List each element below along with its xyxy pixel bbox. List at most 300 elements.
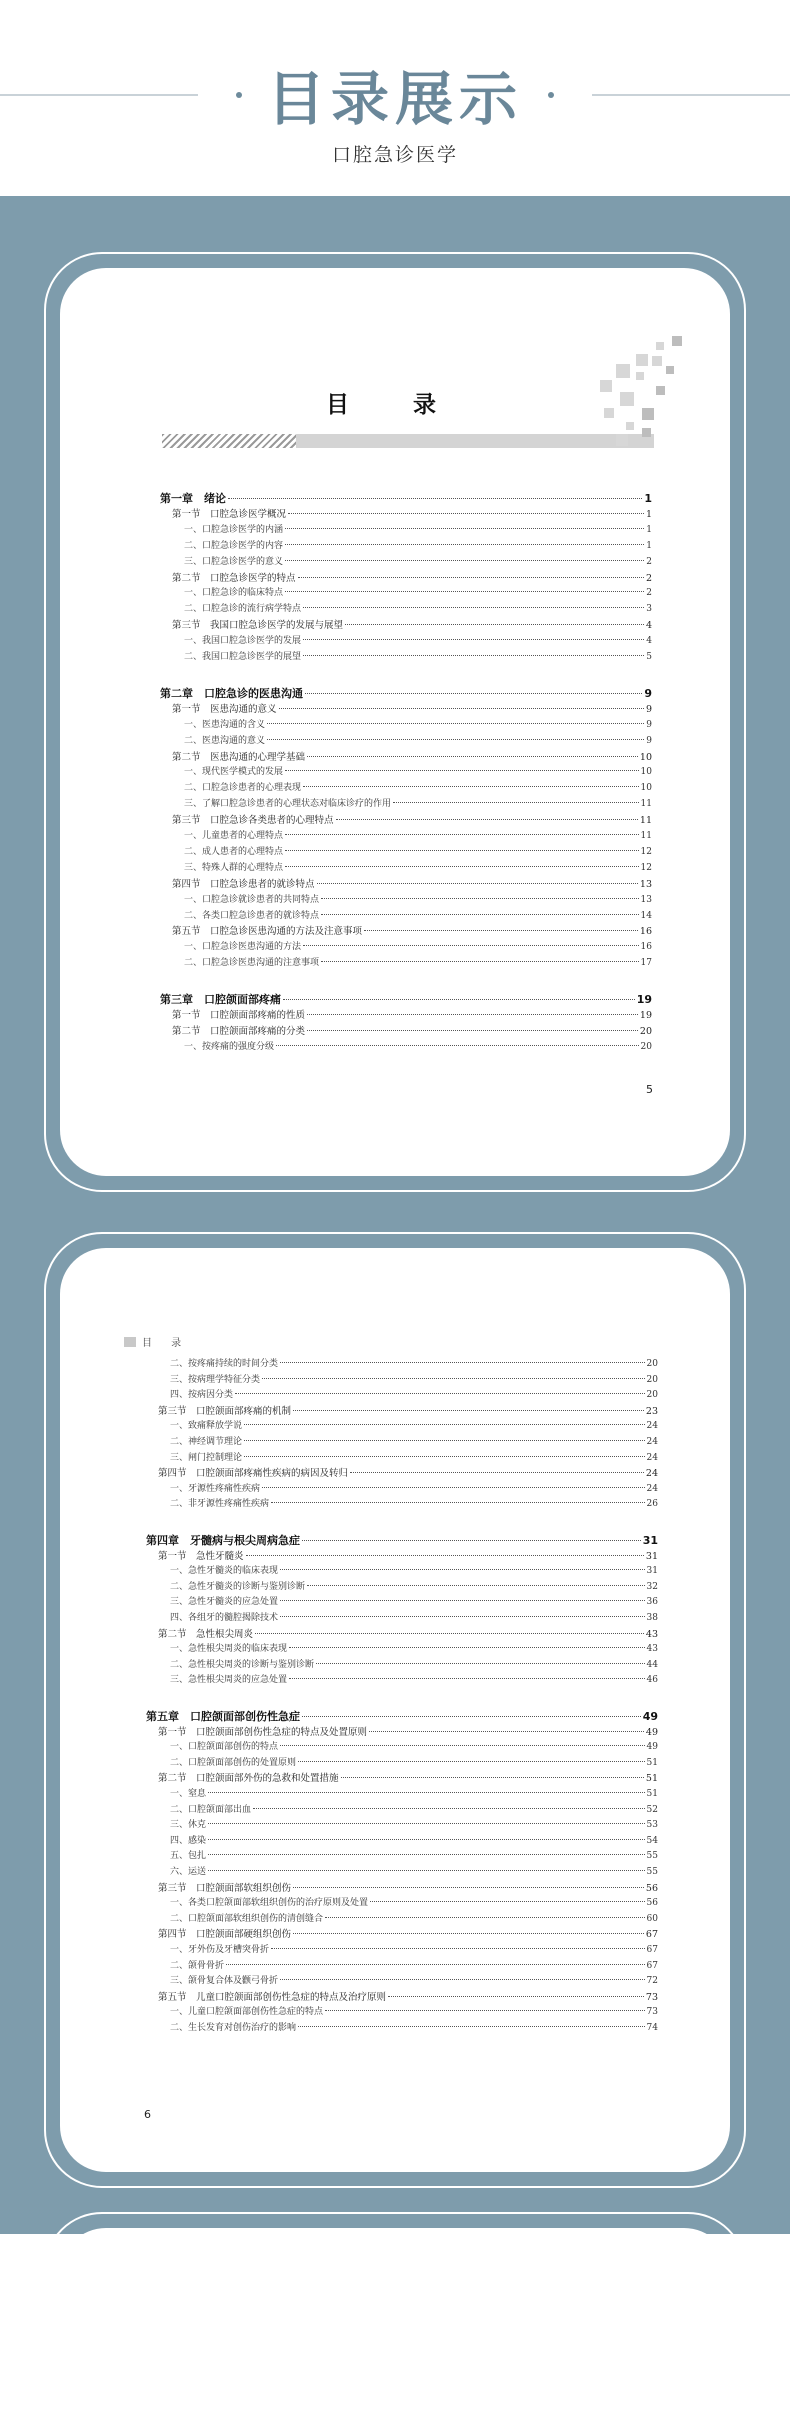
dot-leader bbox=[293, 1933, 644, 1934]
toc-entry-page: 17 bbox=[640, 958, 652, 969]
dot-leader bbox=[303, 945, 639, 946]
dot-leader bbox=[369, 1731, 644, 1732]
toc-entry-page: 51 bbox=[645, 1773, 658, 1785]
toc-entry-title: 一、致痛释放学说 bbox=[170, 1421, 243, 1432]
dot-leader bbox=[255, 1633, 644, 1634]
toc-entry-title: 第五节 口腔急诊医患沟通的方法及注意事项 bbox=[172, 926, 363, 938]
toc-entry-title: 一、儿童患者的心理特点 bbox=[184, 831, 284, 841]
toc-entry-page: 11 bbox=[639, 815, 652, 827]
toc-entry-title: 二、成人患者的心理特点 bbox=[184, 846, 284, 857]
toc-entry-title: 二、口腔颌面部软组织创伤的清创缝合 bbox=[170, 1913, 324, 1924]
toc-item-row bbox=[170, 1911, 658, 1924]
dot-leader bbox=[302, 1540, 641, 1541]
toc-entry-title: 三、颌骨复合体及颧弓骨折 bbox=[170, 1976, 279, 1987]
toc-entry-title: 六、运送 bbox=[170, 1867, 207, 1877]
toc-entry-title: 一、医患沟通的含义 bbox=[184, 719, 266, 730]
toc-page-3 bbox=[60, 2228, 730, 2428]
header-subtitle: 口腔急诊医学 bbox=[331, 144, 458, 166]
toc-section-row bbox=[158, 1926, 658, 1940]
toc-item-row bbox=[170, 2004, 658, 2017]
dot-leader bbox=[316, 1663, 645, 1664]
decorative-square bbox=[636, 372, 644, 380]
toc-item-row bbox=[170, 1481, 658, 1494]
toc-entry-page: 12 bbox=[640, 862, 652, 873]
toc-entry-title: 二、神经调节理论 bbox=[170, 1437, 243, 1447]
dot-leader bbox=[302, 1716, 641, 1717]
dot-leader bbox=[325, 1917, 645, 1918]
toc-item-row bbox=[170, 1418, 658, 1431]
toc-entry-page: 2 bbox=[646, 556, 652, 567]
toc-entry-page: 55 bbox=[646, 1867, 658, 1877]
toc-item-row bbox=[170, 1958, 658, 1971]
toc-entry-title: 第五章 口腔颌面部创伤性急症 bbox=[146, 1710, 300, 1723]
dot-leader bbox=[226, 1964, 645, 1965]
toc-section-row bbox=[158, 1465, 658, 1479]
page-number: 6 bbox=[144, 2108, 151, 2121]
dot-leader bbox=[280, 1569, 645, 1570]
toc-entry-page: 56 bbox=[645, 1882, 658, 1894]
toc-entry-page: 3 bbox=[646, 604, 652, 615]
dot-leader bbox=[288, 513, 644, 514]
toc-entry-page: 14 bbox=[640, 910, 652, 921]
toc-entry-page: 24 bbox=[646, 1437, 658, 1447]
toc-entry-title: 第二章 口腔急诊的医患沟通 bbox=[160, 686, 303, 700]
toc-item-row bbox=[170, 1594, 658, 1607]
toc-section-row bbox=[158, 1403, 658, 1417]
toc-entry-page: 10 bbox=[639, 751, 652, 763]
toc-section-row bbox=[172, 701, 652, 715]
toc-item-row bbox=[170, 1802, 658, 1815]
decorative-square bbox=[642, 408, 654, 420]
toc-item-row bbox=[184, 844, 652, 857]
dot-leader bbox=[279, 708, 644, 709]
dot-leader bbox=[321, 961, 639, 962]
decorative-square bbox=[656, 342, 664, 350]
dot-leader bbox=[262, 1378, 645, 1379]
toc-section-row bbox=[172, 876, 652, 890]
toc-entry-title: 一、各类口腔颌面部软组织创伤的治疗原则及处置 bbox=[170, 1898, 369, 1909]
dot-leader bbox=[303, 607, 644, 608]
toc-entry-page: 43 bbox=[646, 1644, 658, 1655]
toc-entry-title: 二、急性牙髓炎的诊断与鉴别诊断 bbox=[170, 1581, 306, 1592]
toc-entry-page: 38 bbox=[646, 1613, 658, 1623]
toc-entry-title: 第四章 牙髓病与根尖周病急症 bbox=[146, 1534, 300, 1547]
toc-entry-page: 1 bbox=[646, 524, 652, 535]
dot-leader bbox=[235, 1393, 645, 1394]
toc-entry-page: 55 bbox=[646, 1851, 658, 1862]
dot-leader bbox=[285, 850, 639, 851]
dot-leader bbox=[244, 1440, 645, 1441]
toc-entry-title: 一、牙源性疼痛性疾病 bbox=[170, 1483, 261, 1494]
dot-leader bbox=[208, 1870, 645, 1871]
toc-entry-page: 20 bbox=[646, 1390, 658, 1401]
toc-chapter-row bbox=[160, 991, 652, 1007]
dot-leader bbox=[267, 739, 644, 740]
toc-page-2 bbox=[60, 1248, 730, 2172]
toc-entry-page: 53 bbox=[646, 1820, 658, 1831]
toc-entry-title: 二、口腔急诊患者的心理表现 bbox=[184, 783, 302, 794]
dot-leader bbox=[228, 498, 642, 499]
toc-item-row bbox=[170, 1563, 658, 1576]
toc-entry-page: 51 bbox=[646, 1789, 658, 1799]
dot-leader bbox=[285, 866, 639, 867]
page-number: 5 bbox=[646, 1083, 653, 1096]
toc-entry-page: 26 bbox=[646, 1499, 658, 1510]
toc-section-row bbox=[172, 570, 652, 584]
decorative-square bbox=[604, 408, 614, 418]
toc-entry-title: 二、口腔颌面部出血 bbox=[170, 1804, 252, 1815]
toc-entry-page: 5 bbox=[646, 652, 652, 662]
toc-entry-page: 72 bbox=[646, 1976, 658, 1987]
toc-item-row bbox=[184, 828, 652, 841]
toc-entry-title: 一、口腔急诊的临床特点 bbox=[184, 588, 284, 599]
header-title: 目录展示 bbox=[266, 65, 523, 133]
toc-entry-title: 四、按病因分类 bbox=[170, 1390, 234, 1401]
toc-entry-page: 49 bbox=[642, 1710, 658, 1723]
toc-entry-title: 第四节 口腔颌面部疼痛性疾病的病因及转归 bbox=[158, 1468, 349, 1480]
dot-leader bbox=[307, 1014, 638, 1015]
toc-entry-page: 24 bbox=[646, 1483, 658, 1494]
toc-entry-page: 1 bbox=[645, 508, 652, 520]
toc-item-row bbox=[170, 1817, 658, 1830]
toc-chapter-row bbox=[160, 490, 652, 506]
toc-entry-page: 31 bbox=[645, 1550, 658, 1562]
toc-entry-title: 第二节 口腔急诊医学的特点 bbox=[172, 572, 296, 584]
dot-leader bbox=[289, 1678, 645, 1679]
dot-leader bbox=[244, 1456, 645, 1457]
toc-entry-title: 三、急性根尖周炎的应急处置 bbox=[170, 1675, 288, 1686]
running-head-marker bbox=[124, 1337, 136, 1347]
toc-item-row bbox=[170, 1942, 658, 1955]
toc-entry-page: 4 bbox=[645, 620, 652, 632]
toc-item-row bbox=[170, 1848, 658, 1861]
toc-entry-page: 74 bbox=[646, 2023, 658, 2033]
dot-leader bbox=[208, 1792, 645, 1793]
toc-entry-title: 第三章 口腔颌面部疼痛 bbox=[160, 993, 281, 1007]
toc-item-row bbox=[184, 908, 652, 921]
toc-entry-title: 第五节 儿童口腔颌面部创伤性急症的特点及治疗原则 bbox=[158, 1991, 387, 2003]
toc-entry-page: 1 bbox=[646, 540, 652, 551]
toc-entry-page: 9 bbox=[644, 686, 652, 700]
toc-entry-page: 23 bbox=[645, 1405, 658, 1417]
toc-entry-title: 二、口腔急诊医学的内容 bbox=[184, 540, 284, 551]
header-rule-right bbox=[592, 94, 790, 96]
toc-entry-title: 第三节 口腔急诊各类患者的心理特点 bbox=[172, 815, 334, 827]
toc-entry-title: 二、按疼痛持续的时间分类 bbox=[170, 1359, 279, 1369]
toc-entry-page: 24 bbox=[645, 1468, 658, 1480]
toc-section-row bbox=[158, 1626, 658, 1640]
toc-entry-page: 11 bbox=[640, 799, 652, 810]
toc-page-1 bbox=[60, 268, 730, 1176]
dot-leader bbox=[267, 723, 644, 724]
toc-item-row bbox=[184, 1039, 652, 1052]
toc-entry-page: 19 bbox=[639, 1010, 652, 1021]
dot-leader bbox=[321, 914, 639, 915]
toc-entry-title: 一、按疼痛的强度分级 bbox=[184, 1041, 275, 1052]
toc-entry-title: 第二节 口腔颌面部疼痛的分类 bbox=[172, 1025, 306, 1037]
toc-section-row bbox=[158, 1989, 658, 2003]
dot-leader bbox=[208, 1854, 645, 1855]
toc-section-row bbox=[158, 1724, 658, 1738]
toc-entry-page: 9 bbox=[646, 719, 652, 730]
decorative-square bbox=[656, 386, 665, 395]
toc-entry-title: 第一节 急性牙髓炎 bbox=[158, 1550, 244, 1562]
decorative-square bbox=[672, 336, 682, 346]
toc-entry-page: 10 bbox=[640, 783, 652, 794]
dot-leader bbox=[285, 560, 644, 561]
decorative-square bbox=[626, 422, 634, 430]
toc-section-row bbox=[172, 617, 652, 631]
toc-item-row bbox=[184, 633, 652, 646]
dot-leader bbox=[317, 883, 638, 884]
toc-section-row bbox=[172, 812, 652, 826]
toc-chapter-row bbox=[160, 685, 652, 701]
toc-entry-title: 三、了解口腔急诊患者的心理状态对临床诊疗的作用 bbox=[184, 799, 392, 810]
toc-entry-page: 73 bbox=[646, 2007, 658, 2018]
toc-entry-title: 二、生长发育对创伤治疗的影响 bbox=[170, 2023, 297, 2033]
toc-entry-page: 36 bbox=[646, 1597, 658, 1608]
toc-section-row bbox=[172, 749, 652, 763]
toc-title: 目 录 bbox=[325, 391, 464, 418]
dot-leader bbox=[276, 1045, 639, 1046]
toc-entry-title: 一、窒息 bbox=[170, 1789, 207, 1799]
toc-entry-page: 44 bbox=[646, 1659, 658, 1670]
decorative-square bbox=[616, 364, 630, 378]
toc-entry-page: 11 bbox=[640, 831, 652, 841]
toc-entry-title: 第三节 口腔颌面部软组织创伤 bbox=[158, 1882, 292, 1894]
toc-item-row bbox=[170, 1372, 658, 1385]
toc-entry-title: 第一节 口腔颌面部创伤性急症的特点及处置原则 bbox=[158, 1726, 368, 1738]
toc-item-row bbox=[184, 764, 652, 777]
toc-item-row bbox=[170, 1387, 658, 1400]
toc-entry-page: 52 bbox=[646, 1804, 658, 1815]
toc-entry-title: 一、现代医学模式的发展 bbox=[184, 767, 284, 778]
toc-item-row bbox=[184, 796, 652, 809]
toc-entry-page: 60 bbox=[646, 1913, 658, 1924]
toc-item-row bbox=[170, 1610, 658, 1623]
toc-item-row bbox=[170, 1864, 658, 1877]
toc-entry-title: 第二节 急性根尖周炎 bbox=[158, 1628, 254, 1640]
toc-entry-title: 三、特殊人群的心理特点 bbox=[184, 862, 284, 873]
page-header bbox=[0, 0, 790, 196]
toc-entry-page: 20 bbox=[639, 1025, 652, 1037]
dot-leader bbox=[280, 1600, 645, 1601]
toc-entry-page: 24 bbox=[646, 1452, 658, 1463]
toc-section-row bbox=[158, 1770, 658, 1784]
dot-leader bbox=[208, 1823, 645, 1824]
toc-entry-title: 四、各组牙的髓腔揭除技术 bbox=[170, 1613, 279, 1623]
toc-entry-title: 三、休克 bbox=[170, 1820, 207, 1831]
toc-entry-page: 1 bbox=[644, 492, 652, 505]
toc-entry-title: 一、我国口腔急诊医学的发展 bbox=[184, 636, 302, 647]
toc-entry-page: 10 bbox=[640, 767, 652, 778]
toc-item-row bbox=[170, 1973, 658, 1986]
dot-leader bbox=[336, 819, 638, 820]
toc-entry-title: 一、口腔急诊就诊患者的共同特点 bbox=[184, 894, 320, 905]
toc-entry-page: 73 bbox=[645, 1991, 658, 2003]
dot-leader bbox=[298, 577, 644, 578]
toc-item-row bbox=[184, 649, 652, 662]
toc-item-row bbox=[170, 1496, 658, 1509]
toc-entry-title: 第三节 口腔颌面部疼痛的机制 bbox=[158, 1405, 292, 1417]
toc-entry-page: 56 bbox=[646, 1898, 658, 1909]
toc-entry-page: 51 bbox=[646, 1757, 658, 1768]
dot-leader bbox=[280, 1979, 645, 1980]
toc-entry-page: 32 bbox=[646, 1581, 658, 1592]
dot-leader bbox=[303, 655, 644, 656]
dot-leader bbox=[285, 834, 639, 835]
decorative-square bbox=[636, 354, 648, 366]
toc-item-row bbox=[170, 2020, 658, 2033]
toc-entry-title: 第一章 绪论 bbox=[160, 492, 226, 505]
toc-entry-page: 12 bbox=[640, 846, 652, 857]
toc-entry-page: 46 bbox=[646, 1675, 658, 1686]
toc-entry-title: 二、我国口腔急诊医学的展望 bbox=[184, 652, 302, 662]
toc-item-row bbox=[170, 1833, 658, 1846]
dot-leader bbox=[298, 2026, 645, 2027]
toc-chapter-row bbox=[146, 1708, 658, 1724]
toc-entry-page: 16 bbox=[640, 942, 652, 953]
toc-item-row bbox=[184, 892, 652, 905]
dot-leader bbox=[285, 544, 644, 545]
dot-leader bbox=[388, 1996, 644, 1997]
toc-section-row bbox=[172, 1007, 652, 1021]
toc-item-row bbox=[170, 1579, 658, 1592]
dot-leader bbox=[289, 1647, 645, 1648]
toc-entry-page: 31 bbox=[642, 1534, 658, 1547]
toc-entry-title: 五、包扎 bbox=[170, 1851, 207, 1862]
toc-item-row bbox=[184, 733, 652, 746]
toc-item-row bbox=[170, 1434, 658, 1447]
toc-entry-page: 13 bbox=[639, 878, 652, 890]
toc-item-row bbox=[184, 585, 652, 598]
toc-section-row bbox=[158, 1880, 658, 1894]
toc-item-row bbox=[170, 1786, 658, 1799]
toc-item-row bbox=[170, 1356, 658, 1369]
dot-leader bbox=[307, 1585, 645, 1586]
toc-item-row bbox=[170, 1657, 658, 1670]
toc-item-row bbox=[170, 1450, 658, 1463]
toc-entry-title: 三、口腔急诊医学的意义 bbox=[184, 556, 284, 567]
decorative-square bbox=[620, 392, 634, 406]
dot-leader bbox=[364, 930, 638, 931]
decorative-hatch bbox=[162, 434, 296, 448]
toc-entry-title: 二、口腔急诊医患沟通的注意事项 bbox=[184, 958, 320, 969]
toc-entry-page: 67 bbox=[645, 1929, 658, 1941]
running-head bbox=[124, 1334, 189, 1349]
dot-leader bbox=[341, 1777, 644, 1778]
toc-entry-page: 4 bbox=[646, 636, 652, 647]
toc-entry-page: 31 bbox=[646, 1566, 658, 1577]
toc-entry-title: 一、牙外伤及牙槽突骨折 bbox=[170, 1945, 270, 1955]
toc-entry-page: 24 bbox=[646, 1421, 658, 1432]
toc-item-row bbox=[170, 1641, 658, 1654]
dot-leader bbox=[293, 1410, 644, 1411]
toc-entry-title: 二、口腔颌面部创伤的处置原则 bbox=[170, 1757, 297, 1768]
toc-item-row bbox=[170, 1755, 658, 1768]
toc-entry-title: 二、各类口腔急诊患者的就诊特点 bbox=[184, 910, 320, 921]
toc-entry-title: 一、口腔急诊医学的内涵 bbox=[184, 524, 284, 535]
dot-leader bbox=[298, 1761, 645, 1762]
toc-section-row bbox=[172, 506, 652, 520]
decorative-square bbox=[600, 380, 612, 392]
toc-entry-title: 二、颌骨骨折 bbox=[170, 1960, 225, 1971]
toc-entry-page: 20 bbox=[646, 1359, 658, 1369]
toc-item-row bbox=[184, 939, 652, 952]
toc-section-row bbox=[172, 923, 652, 937]
toc-entry-page: 20 bbox=[640, 1041, 652, 1052]
toc-entry-title: 一、儿童口腔颌面部创伤性急症的特点 bbox=[170, 2007, 324, 2018]
dot-leader bbox=[262, 1487, 645, 1488]
dot-leader bbox=[393, 802, 639, 803]
toc-section-row bbox=[158, 1548, 658, 1562]
toc-entry-title: 二、口腔急诊的流行病学特点 bbox=[184, 604, 302, 615]
decorative-square bbox=[642, 428, 651, 437]
toc-entry-page: 67 bbox=[646, 1945, 658, 1955]
dot-leader bbox=[293, 1887, 644, 1888]
toc-item-row bbox=[184, 780, 652, 793]
toc-item-row bbox=[184, 554, 652, 567]
toc-entry-title: 四、感染 bbox=[170, 1835, 207, 1846]
toc-entry-page: 9 bbox=[646, 735, 652, 746]
toc-item-row bbox=[170, 1895, 658, 1908]
toc-entry-page: 67 bbox=[646, 1960, 658, 1971]
dot-leader bbox=[283, 999, 635, 1000]
toc-chapter-row bbox=[146, 1532, 658, 1548]
toc-entry-title: 第二节 医患沟通的心理学基础 bbox=[172, 751, 306, 763]
toc-entry-title: 一、口腔急诊医患沟通的方法 bbox=[184, 942, 302, 953]
dot-leader bbox=[244, 1424, 645, 1425]
toc-entry-page: 43 bbox=[645, 1628, 658, 1640]
toc-entry-title: 第二节 口腔颌面部外伤的急救和处置措施 bbox=[158, 1773, 339, 1785]
dot-leader bbox=[271, 1948, 645, 1949]
toc-entry-page: 20 bbox=[646, 1374, 658, 1385]
toc-item-row bbox=[184, 601, 652, 614]
toc-item-row bbox=[170, 1672, 658, 1685]
toc-entry-title: 一、口腔颌面部创伤的特点 bbox=[170, 1742, 279, 1753]
toc-entry-title: 第一节 口腔急诊医学概况 bbox=[172, 508, 287, 520]
decorative-bar bbox=[296, 434, 654, 448]
decorative-square bbox=[666, 366, 674, 374]
toc-entry-title: 二、非牙源性疼痛性疾病 bbox=[170, 1499, 270, 1510]
toc-item-row bbox=[170, 1739, 658, 1752]
toc-entry-title: 三、急性牙髓炎的应急处置 bbox=[170, 1597, 279, 1608]
toc-entry-title: 二、急性根尖周炎的诊断与鉴别诊断 bbox=[170, 1659, 315, 1670]
dot-leader bbox=[321, 898, 639, 899]
toc-section-row bbox=[172, 1023, 652, 1037]
dot-leader bbox=[307, 756, 638, 757]
header-dot-right bbox=[548, 92, 554, 98]
toc-item-row bbox=[184, 955, 652, 968]
toc-entry-page: 2 bbox=[646, 588, 652, 599]
decorative-square bbox=[616, 434, 628, 446]
toc-entry-title: 一、急性根尖周炎的临床表现 bbox=[170, 1644, 288, 1655]
toc-entry-title: 三、按病理学特征分类 bbox=[170, 1374, 261, 1385]
toc-entry-title: 第四节 口腔颌面部硬组织创伤 bbox=[158, 1929, 292, 1941]
dot-leader bbox=[280, 1362, 645, 1363]
decorative-square bbox=[652, 356, 662, 366]
toc-entry-page: 19 bbox=[636, 993, 652, 1007]
toc-item-row bbox=[184, 717, 652, 730]
toc-entry-page: 16 bbox=[639, 926, 652, 938]
dot-leader bbox=[253, 1808, 645, 1809]
toc-entry-page: 13 bbox=[640, 894, 652, 905]
dot-leader bbox=[350, 1472, 644, 1473]
toc-entry-title: 一、急性牙髓炎的临床表现 bbox=[170, 1566, 279, 1577]
toc-entry-title: 三、闸门控制理论 bbox=[170, 1452, 243, 1463]
dot-leader bbox=[285, 528, 644, 529]
toc-entry-page: 54 bbox=[646, 1835, 658, 1846]
